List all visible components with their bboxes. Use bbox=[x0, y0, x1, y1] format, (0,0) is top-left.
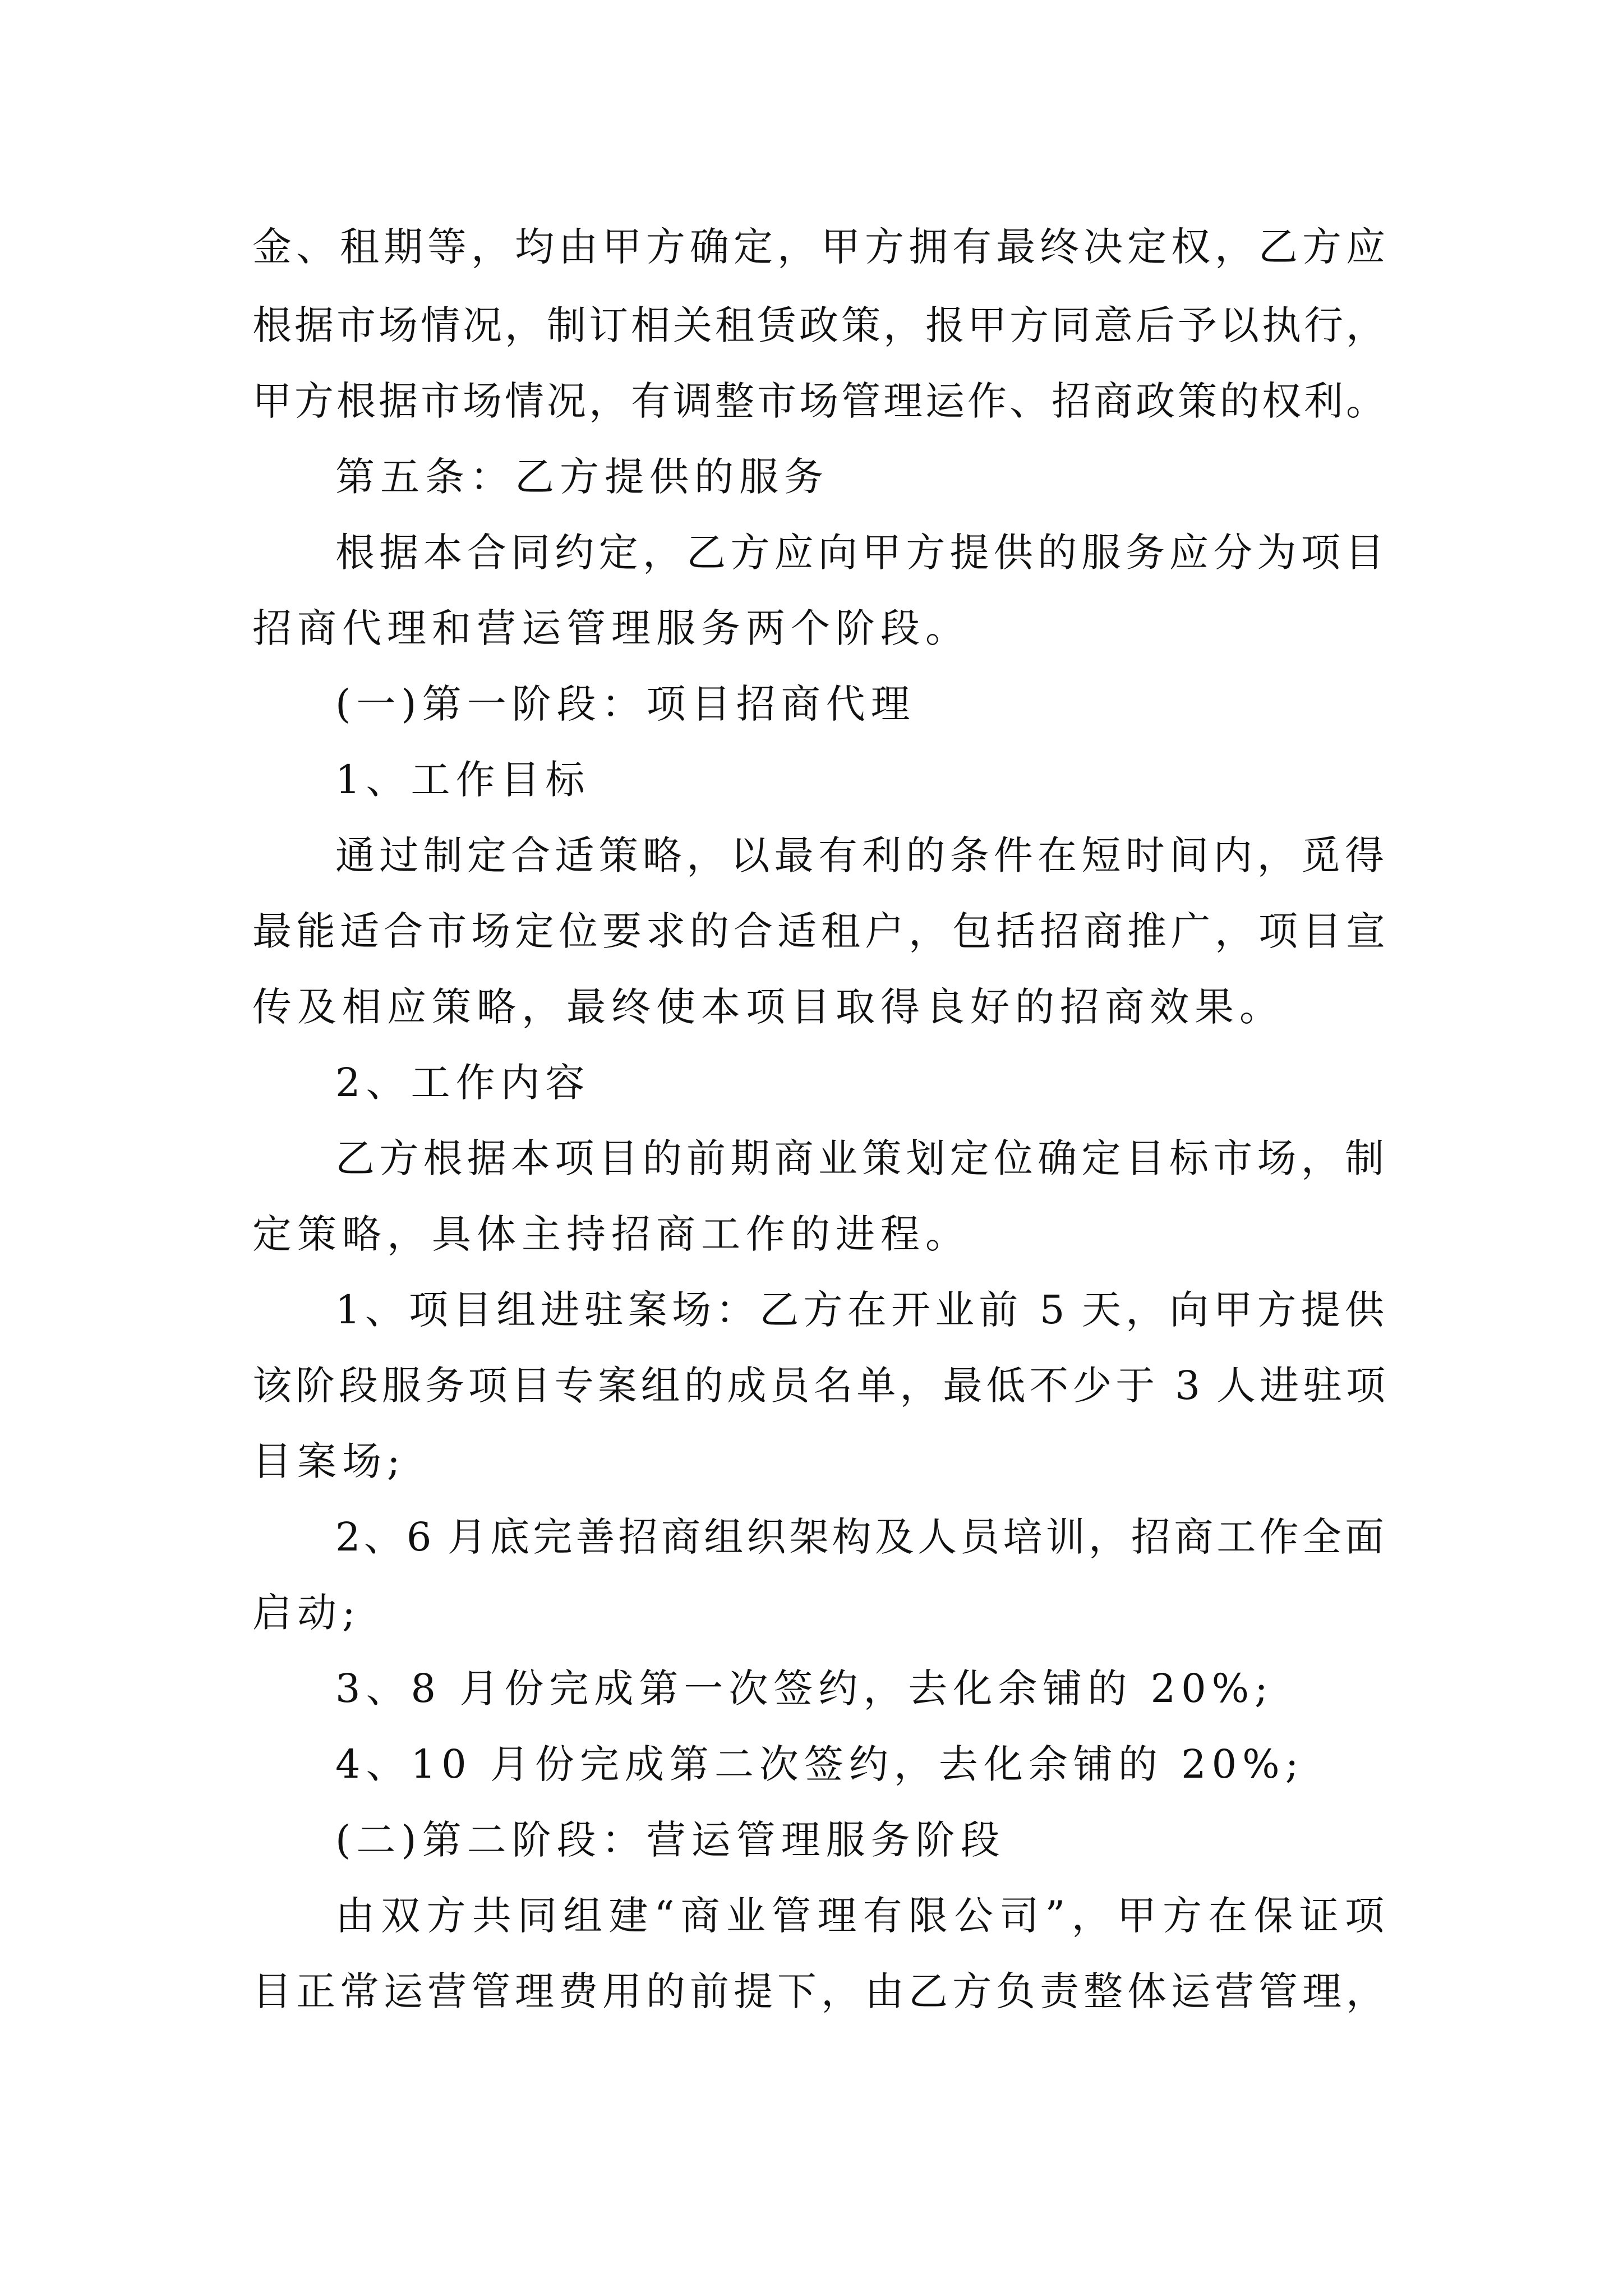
list-item-line: 2、6 月底完善招商组织架构及人员培训，招商工作全面 bbox=[335, 1514, 1384, 1560]
subsection-heading: 1、工作目标 bbox=[335, 757, 591, 803]
subsection-heading: 2、工作内容 bbox=[335, 1060, 591, 1106]
list-item-line: 启动; bbox=[252, 1590, 361, 1636]
body-text-line: 甲方根据市场情况，有调整市场管理运作、招商政策的权利。 bbox=[252, 378, 1385, 424]
list-item-line: 目案场; bbox=[252, 1438, 406, 1484]
section-heading: (二)第二阶段：营运管理服务阶段 bbox=[335, 1817, 1006, 1863]
body-text-line: 最能适合市场定位要求的合适租户，包括招商推广，项目宣 bbox=[252, 908, 1385, 954]
body-text-line: 传及相应策略，最终使本项目取得良好的招商效果。 bbox=[252, 984, 1284, 1030]
body-text-line: 通过制定合适策略，以最有利的条件在短时间内，觅得 bbox=[335, 832, 1384, 878]
body-text-line: 招商代理和营运管理服务两个阶段。 bbox=[252, 605, 970, 651]
body-text-line: 根据本合同约定，乙方应向甲方提供的服务应分为项目 bbox=[335, 530, 1384, 576]
list-item-line: 3、8 月份完成第一次签约，去化余铺的 20%; bbox=[335, 1665, 1274, 1711]
body-text-line: 目正常运营管理费用的前提下，由乙方负责整体运营管理， bbox=[252, 1968, 1385, 2014]
article-heading: 第五条：乙方提供的服务 bbox=[335, 454, 829, 500]
body-text-line: 定策略，具体主持招商工作的进程。 bbox=[252, 1211, 970, 1257]
body-text-line: 金、租期等，均由甲方确定，甲方拥有最终决定权，乙方应 bbox=[252, 224, 1385, 270]
section-heading: (一)第一阶段：项目招商代理 bbox=[335, 681, 916, 727]
list-item-line: 1、项目组进驻案场：乙方在开业前 5 天，向甲方提供 bbox=[335, 1287, 1384, 1333]
list-item-line: 该阶段服务项目专案组的成员名单，最低不少于 3 人进驻项 bbox=[252, 1363, 1385, 1409]
body-text-line: 乙方根据本项目的前期商业策划定位确定目标市场，制 bbox=[335, 1135, 1384, 1181]
body-text-line: 根据市场情况，制订相关租赁政策，报甲方同意后予以执行， bbox=[252, 302, 1385, 348]
body-text-line: 由双方共同组建“商业管理有限公司”，甲方在保证项 bbox=[335, 1893, 1384, 1939]
list-item-line: 4、10 月份完成第二次签约，去化余铺的 20%; bbox=[335, 1741, 1304, 1787]
